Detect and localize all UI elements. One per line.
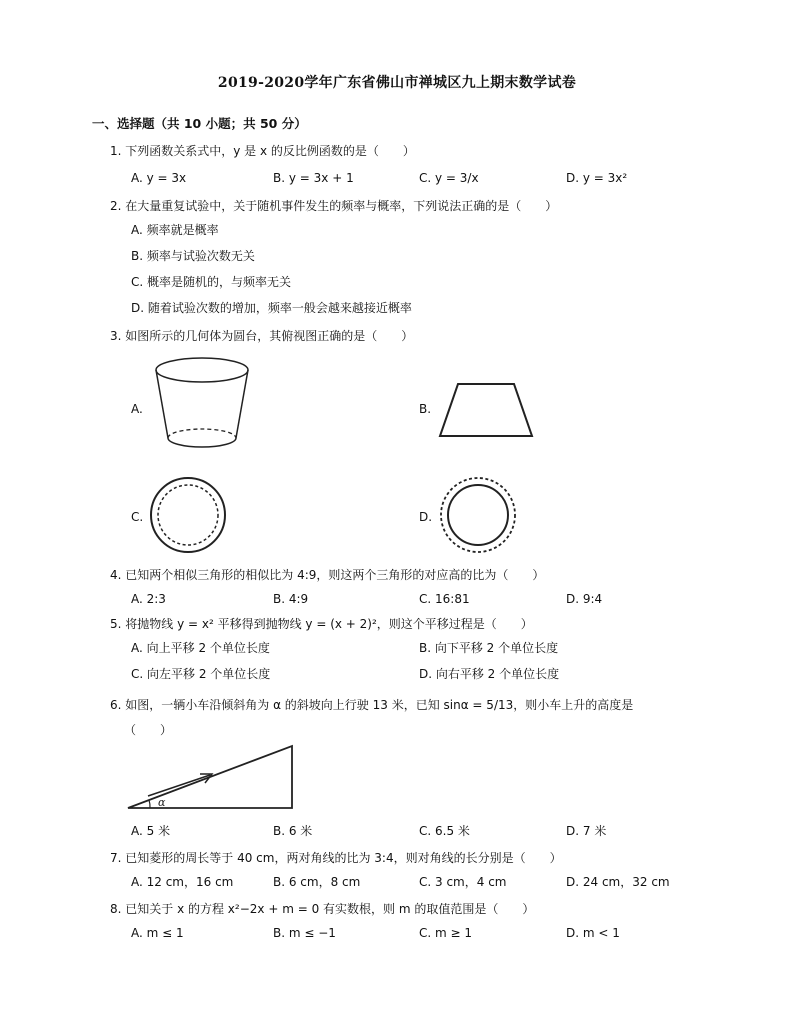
q1-option-c: C. y = 3/x bbox=[419, 171, 479, 185]
q3-option-c: C. bbox=[131, 510, 144, 524]
question-6-stem: 6. 如图，一辆小车沿倾斜角为 α 的斜坡向上行驶 13 米，已知 sinα = 5/13，则小车上升的高度是 bbox=[110, 698, 634, 712]
frustum-figure bbox=[150, 350, 260, 460]
q6-option-d: D. 7 米 bbox=[566, 824, 607, 838]
question-5-stem: 5. 将抛物线 y = x² 平移得到抛物线 y = (x + 2)²，则这个平移过程是（ ） bbox=[110, 617, 533, 631]
question-8-stem: 8. 已知关于 x 的方程 x²−2x + m = 0 有实数根，则 m 的取值范围是（ ） bbox=[110, 902, 535, 916]
q5-option-a: A. 向上平移 2 个单位长度 bbox=[131, 641, 270, 655]
q3-option-d: D. bbox=[419, 510, 433, 524]
q8-option-d: D. m < 1 bbox=[566, 926, 620, 940]
question-3-stem: 3. 如图所示的几何体为圆台，其俯视图正确的是（ ） bbox=[110, 329, 414, 343]
question-1-stem: 1. 下列函数关系式中，y 是 x 的反比例函数的是（ ） bbox=[110, 144, 415, 158]
q8-option-b: B. m ≤ −1 bbox=[273, 926, 336, 940]
q8-option-c: C. m ≥ 1 bbox=[419, 926, 473, 940]
q6-option-c: C. 6.5 米 bbox=[419, 824, 470, 838]
q6-option-a: A. 5 米 bbox=[131, 824, 171, 838]
q7-option-c: C. 3 cm，4 cm bbox=[419, 875, 507, 889]
q7-option-b: B. 6 cm，8 cm bbox=[273, 875, 361, 889]
q2-option-a: A. 频率就是概率 bbox=[131, 223, 219, 237]
q4-option-c: C. 16:81 bbox=[419, 592, 470, 606]
section-heading: 一、选择题（共 10 小题；共 50 分） bbox=[92, 116, 307, 131]
question-7-stem: 7. 已知菱形的周长等于 40 cm，两对角线的比为 3:4，则对角线的长分别是（ ） bbox=[110, 851, 562, 865]
trapezoid-figure bbox=[438, 380, 538, 440]
q4-option-b: B. 4:9 bbox=[273, 592, 309, 606]
q2-option-d: D. 随着试验次数的增加，频率一般会越来越接近概率 bbox=[131, 301, 412, 315]
q2-option-b: B. 频率与试验次数无关 bbox=[131, 249, 255, 263]
question-2-stem: 2. 在大量重复试验中，关于随机事件发生的频率与概率，下列说法正确的是（ ） bbox=[110, 199, 558, 213]
page-title: 2019-2020学年广东省佛山市禅城区九上期末数学试卷 bbox=[217, 75, 577, 91]
q5-option-c: C. 向左平移 2 个单位长度 bbox=[131, 667, 271, 681]
circles-dashed-solid-figure bbox=[440, 477, 520, 557]
q5-option-d: D. 向右平移 2 个单位长度 bbox=[419, 667, 560, 681]
q4-option-d: D. 9:4 bbox=[566, 592, 603, 606]
q1-option-d: D. y = 3x² bbox=[566, 171, 628, 185]
q8-option-a: A. m ≤ 1 bbox=[131, 926, 184, 940]
q1-option-a: A. y = 3x bbox=[131, 171, 187, 185]
q7-option-a: A. 12 cm，16 cm bbox=[131, 875, 234, 889]
q2-option-c: C. 概率是随机的，与频率无关 bbox=[131, 275, 292, 289]
q4-option-a: A. 2:3 bbox=[131, 592, 166, 606]
question-6-stem-cont: （ ） bbox=[124, 723, 173, 737]
q3-option-b: B. bbox=[419, 402, 432, 416]
angle-alpha-label: α bbox=[158, 796, 166, 809]
q7-option-d: D. 24 cm，32 cm bbox=[566, 875, 670, 889]
q1-option-b: B. y = 3x + 1 bbox=[273, 171, 354, 185]
circles-solid-dashed-figure bbox=[150, 477, 230, 557]
q5-option-b: B. 向下平移 2 个单位长度 bbox=[419, 641, 559, 655]
q6-option-b: B. 6 米 bbox=[273, 824, 313, 838]
slope-figure bbox=[126, 744, 296, 810]
q3-option-a: A. bbox=[131, 402, 143, 416]
question-4-stem: 4. 已知两个相似三角形的相似比为 4:9，则这两个三角形的对应高的比为（ ） bbox=[110, 568, 545, 582]
